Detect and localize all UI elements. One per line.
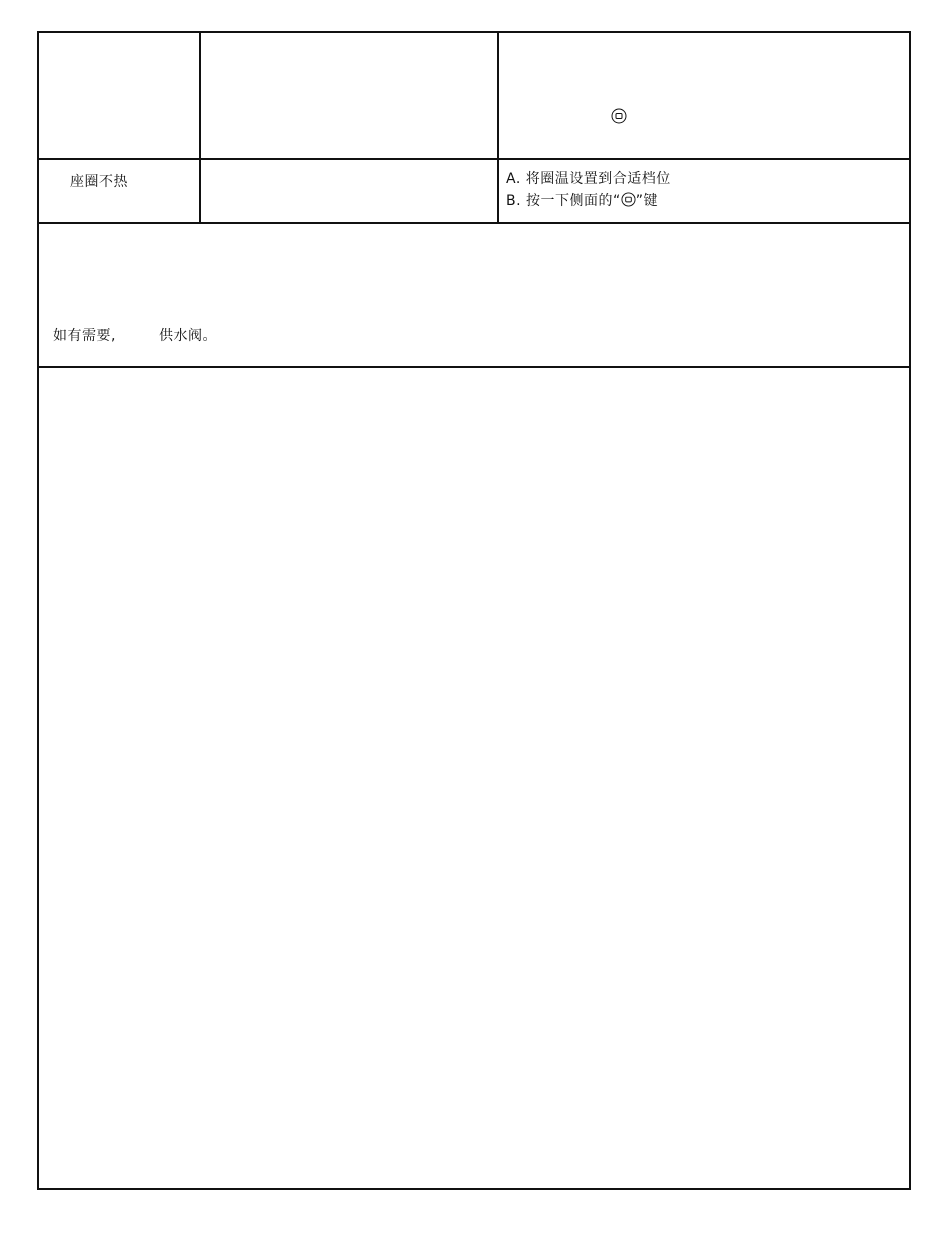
power-button-icon [621,192,636,207]
row-divider-3 [37,366,911,368]
row-divider-2 [37,222,911,224]
column-divider-2 [497,31,499,223]
note-part1: 如有需要, [53,328,116,344]
row-divider-1 [37,158,911,160]
solution-a-text: A. 将圈温设置到合适档位 [506,171,671,187]
note-part2: 供水阀。 [159,328,217,344]
solution-b-line [506,190,658,212]
column-divider-1 [199,31,201,223]
solution-b-suffix: ”键 [635,193,659,209]
table-frame [37,31,911,1190]
solution-b-prefix: B. 按一下侧面的“ [506,193,621,209]
symptom-text: 座圈不热 [70,174,128,190]
power-button-icon [611,108,627,124]
